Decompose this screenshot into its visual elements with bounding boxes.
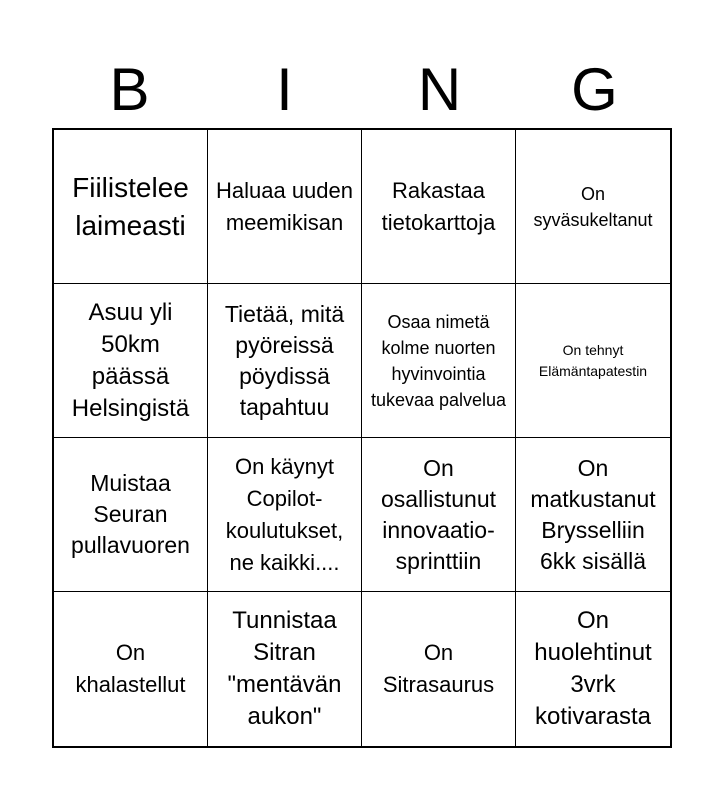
bingo-cell[interactable]	[362, 284, 516, 438]
bingo-cell-text: On huolehtinut 3vrk kotivarasta	[534, 607, 652, 730]
header-letter-i: I	[276, 56, 293, 123]
bingo-cell-text: Muistaa Seuran pullavuoren	[71, 470, 190, 558]
bingo-cell-text: Osaa nimetä kolme nuorten hyvinvointia tukevaa palvelua	[370, 311, 507, 410]
bingo-cell-text: Haluaa uuden meemikisan	[215, 177, 353, 235]
bingo-cell-text: Asuu yli 50km päässä Helsingistä	[71, 298, 190, 422]
bingo-cell-text: Fiilistelee laimeasti	[72, 171, 189, 241]
bingo-cell[interactable]	[516, 592, 670, 746]
bingo-cell[interactable]	[54, 592, 208, 746]
bingo-cell[interactable]	[362, 592, 516, 746]
bingo-cell[interactable]	[54, 130, 208, 284]
bingo-cell-text: Tunnistaa Sitran "mentävän aukon"	[227, 607, 342, 730]
bingo-cell[interactable]	[54, 438, 208, 592]
bingo-cell[interactable]	[208, 592, 362, 746]
bingo-cell[interactable]	[208, 284, 362, 438]
bingo-cell-text: On syväsukeltanut	[533, 183, 653, 230]
bingo-cell[interactable]	[54, 284, 208, 438]
bingo-cell[interactable]	[362, 438, 516, 592]
bingo-card	[52, 128, 672, 748]
bingo-cell-text: On tehnyt Elämäntapatestin	[538, 341, 648, 379]
bingo-cell[interactable]	[362, 130, 516, 284]
bingo-header	[52, 58, 672, 122]
bingo-cell[interactable]	[516, 284, 670, 438]
bingo-cell[interactable]	[208, 438, 362, 592]
bingo-cell-text: On osallistunut innovaatio-sprinttiin	[380, 454, 497, 574]
bingo-cell[interactable]	[208, 130, 362, 284]
bingo-cell[interactable]	[516, 438, 670, 592]
bingo-cell-text: On käynyt Copilot-koulutukset, ne kaikki....	[225, 453, 344, 575]
header-letter-n: N	[417, 56, 462, 123]
bingo-cell-text: On matkustanut Brysselliin 6kk sisällä	[530, 454, 656, 574]
bingo-cell-text: On Sitrasaurus	[382, 640, 495, 697]
bingo-cell-text: On khalastellut	[75, 640, 186, 697]
header-letter-g: G	[571, 56, 618, 123]
bingo-cell-text: Rakastaa tietokarttoja	[381, 177, 496, 235]
header-letter-b: B	[109, 56, 150, 123]
bingo-cell[interactable]	[516, 130, 670, 284]
bingo-cell-text: Tietää, mitä pyöreissä pöydissä tapahtuu	[224, 300, 345, 420]
